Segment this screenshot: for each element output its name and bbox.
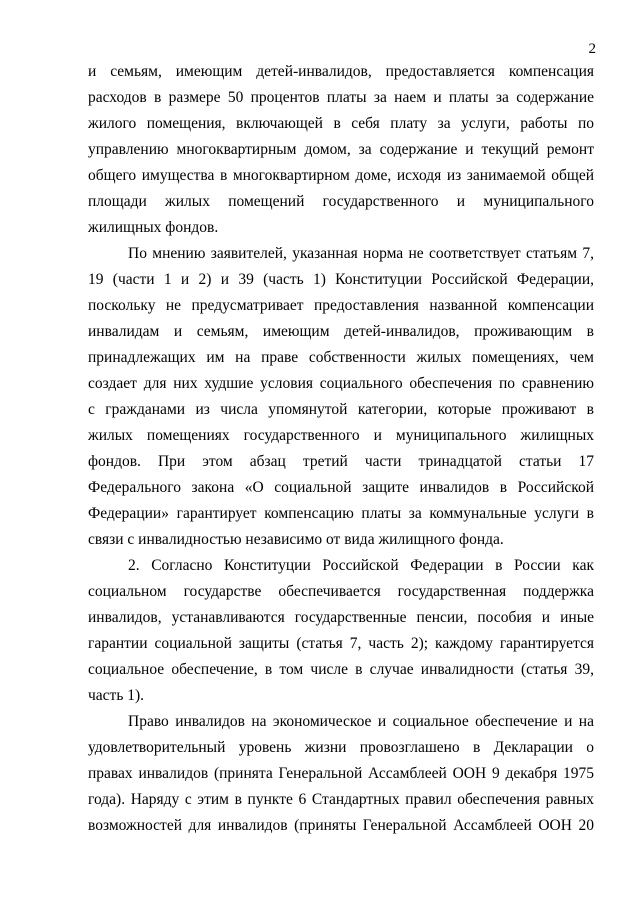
text-line: жилых помещениях государственного и муниципального жилищных [88,427,594,444]
text-line: принадлежащих им на праве собственности жилых помещениях, чем [88,349,594,366]
text-line: инвалидов, устанавливаются государственные пенсии, пособия и иные [88,609,594,626]
text-line: удовлетворительный уровень жизни провозглашено в Декларации о [88,739,594,756]
text-line: жилищных фондов. [88,219,219,236]
text-line: часть 1). [88,687,145,704]
text-line: Федерации» гарантирует компенсацию платы за коммунальные услуги в [88,505,594,522]
text-line: общего имущества в многоквартирном доме, исходя из занимаемой общей [88,167,594,184]
text-line: с гражданами из числа упомянутой категории, которые проживают в [88,401,594,418]
text-line: гарантии социальной защиты (статья 7, часть 2); каждому гарантируется [88,635,594,652]
text-line: социальном государстве обеспечивается государственная поддержка [88,583,594,600]
text-line: социальное обеспечение, в том числе в случае инвалидности (статья 39, [88,661,594,678]
text-line: создает для них худшие условия социального обеспечения по сравнению [88,375,594,392]
text-line: площади жилых помещений государственного и муниципального [88,193,594,210]
text-line: 19 (части 1 и 2) и 39 (часть 1) Конституции Российской Федерации, [88,271,594,288]
text-line: возможностей для инвалидов (приняты Генеральной Ассамблеей ООН 20 [88,817,594,834]
text-line: По мнению заявителей, указанная норма не соответствует статьям 7, [128,245,594,262]
text-line: года). Наряду с этим в пункте 6 Стандартных правил обеспечения равных [88,791,594,808]
text-line: Федерального закона «О социальной защите инвалидов в Российской [88,479,594,496]
page-number: 2 [588,41,596,57]
text-line: и семьям, имеющим детей-инвалидов, предоставляется компенсация [88,63,594,80]
text-line: инвалидам и семьям, имеющим детей-инвалидов, проживающим в [88,323,594,340]
text-line: поскольку не предусматривает предоставления названной компенсации [88,297,594,314]
text-line: связи с инвалидностью независимо от вида жилищного фонда. [88,531,504,548]
text-line: расходов в размере 50 процентов платы за наем и платы за содержание [88,89,594,106]
text-line: управлению многоквартирным домом, за содержание и текущий ремонт [88,141,594,158]
text-line: жилого помещения, включающей в себя плату за услуги, работы по [88,115,594,132]
text-line: 2. Согласно Конституции Российской Федерации в России как [128,557,594,574]
text-line: правах инвалидов (принята Генеральной Ассамблеей ООН 9 декабря 1975 [88,765,594,782]
text-line: Право инвалидов на экономическое и социальное обеспечение и на [128,713,594,730]
text-line: фондов. При этом абзац третий части тринадцатой статьи 17 [88,453,594,470]
